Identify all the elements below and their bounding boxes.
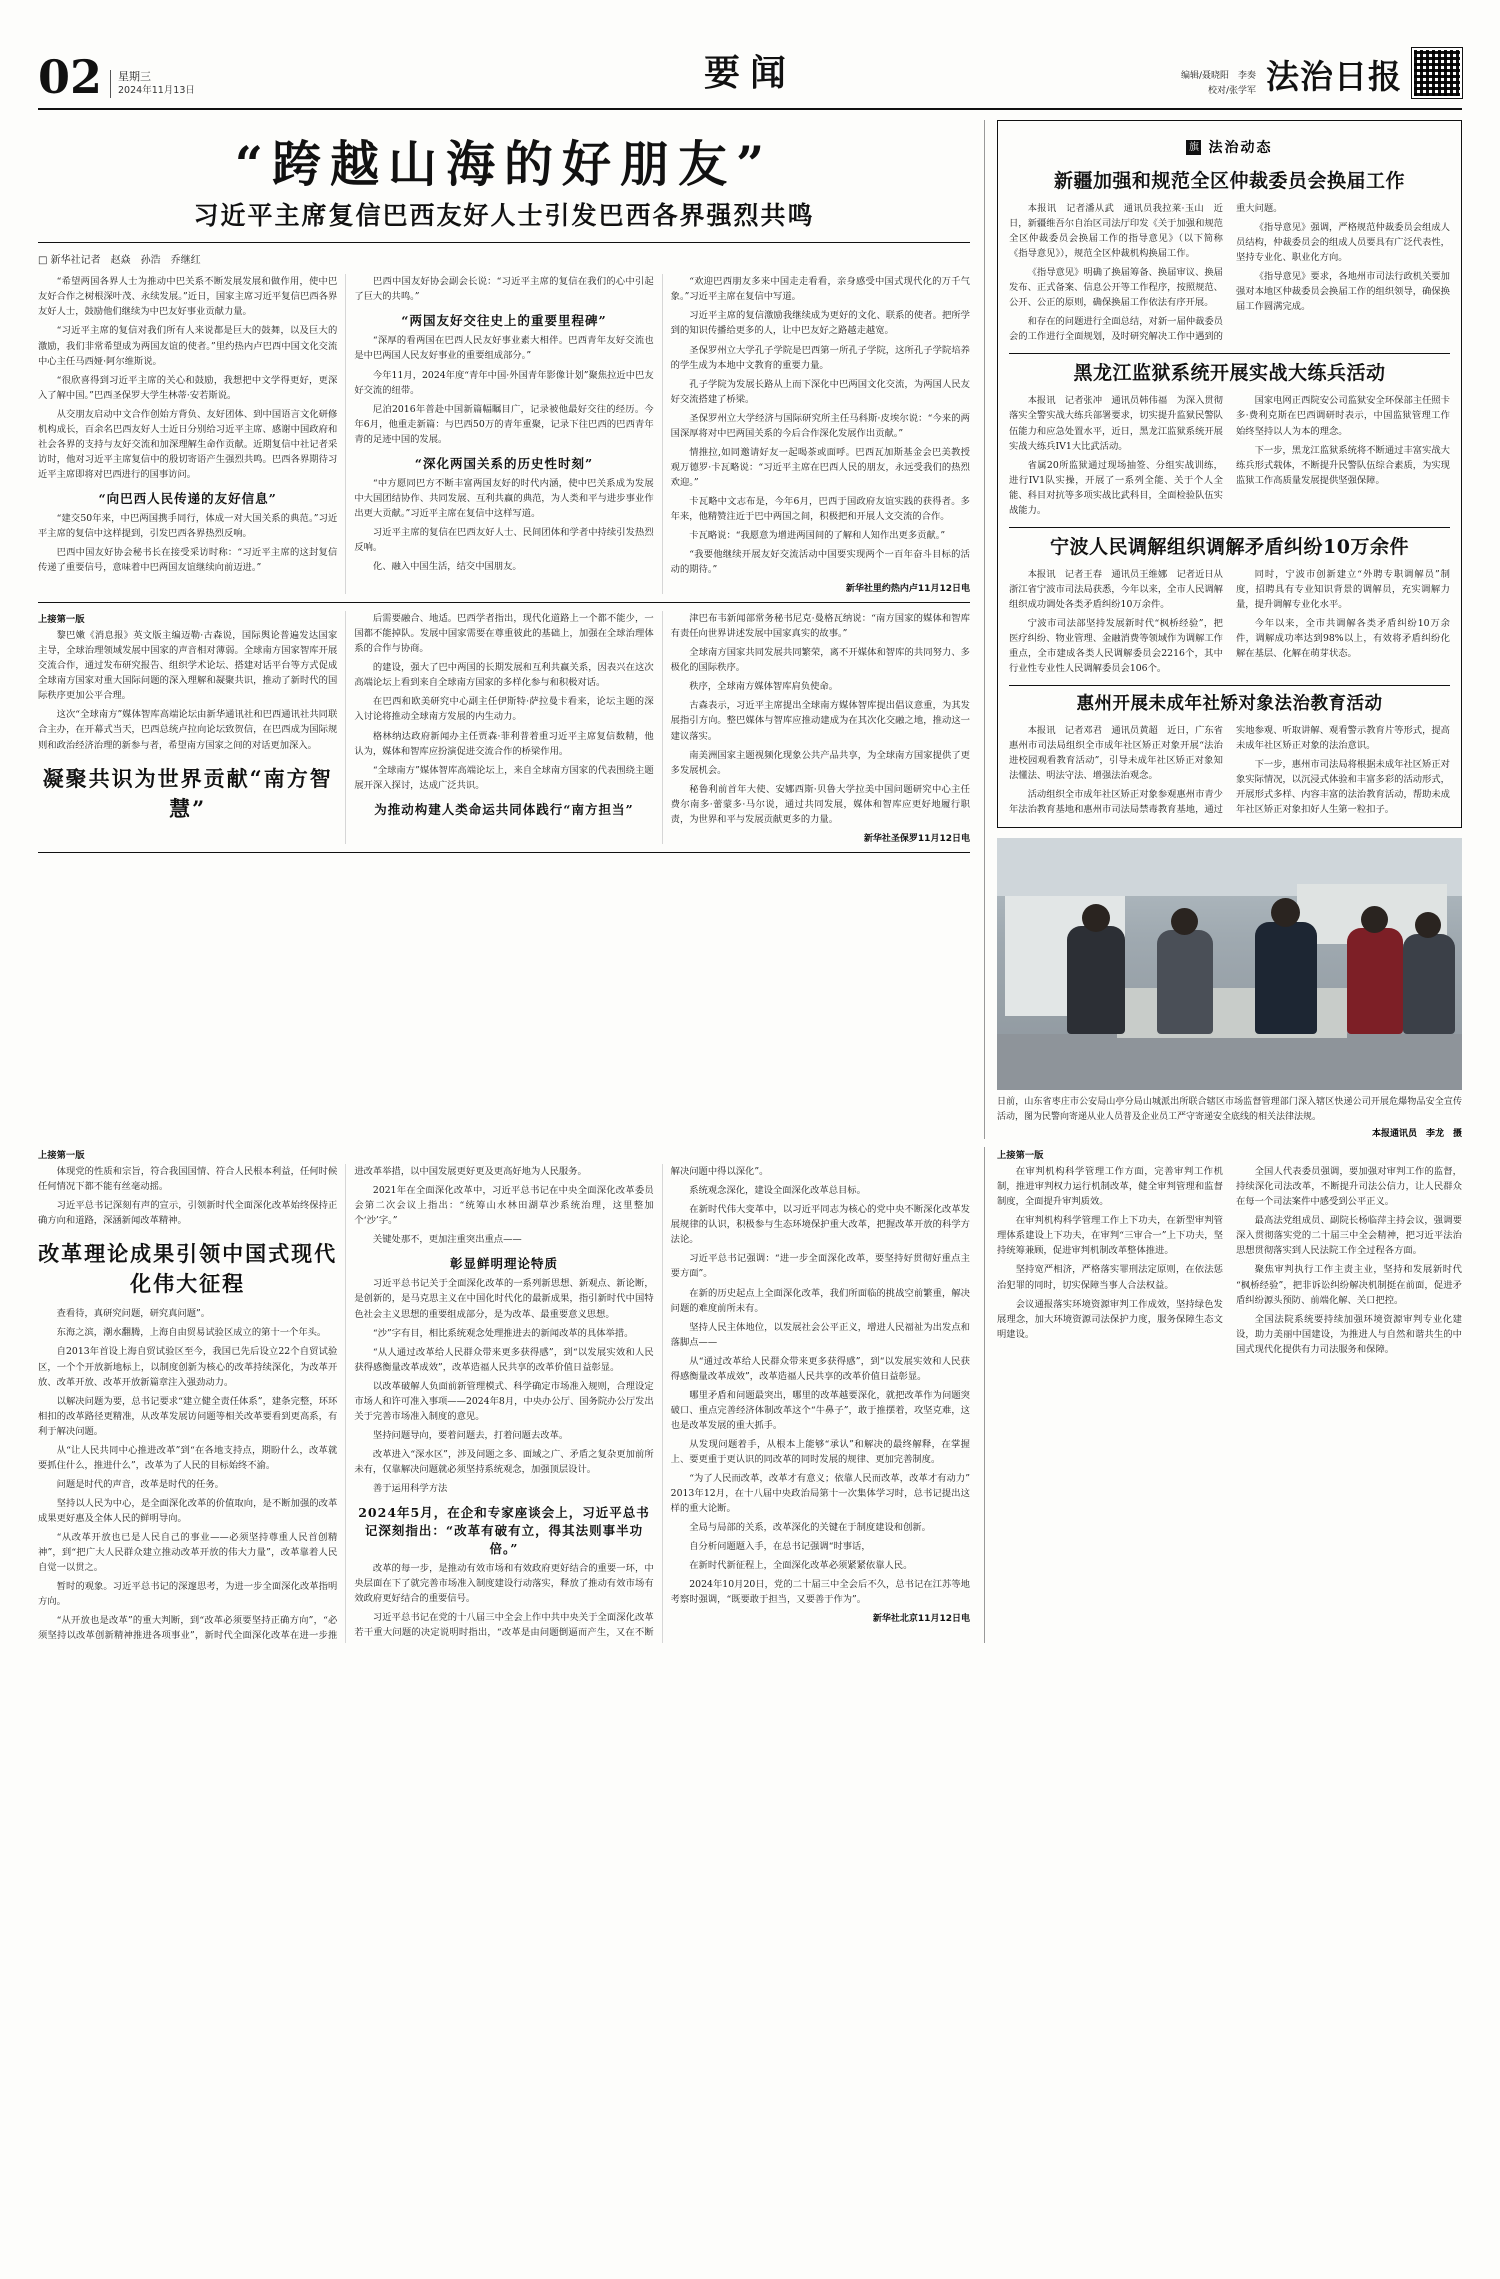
paragraph: “建交50年来，中巴两国携手同行，体成一对大国关系的典范。”习近平主席的复信中这样提到，引发巴西各界热烈反响。 bbox=[38, 512, 338, 539]
paragraph: 坚持问题导向，要着问题去，打着问题去改革。 bbox=[372, 1429, 569, 1441]
paragraph: 在新的历史起点上全面深化改革，我们所面临的挑战空前繁重，解决问题的难度前所未有。 bbox=[670, 1287, 970, 1314]
brief-title: 新疆加强和规范全区仲裁委员会换届工作 bbox=[1053, 170, 1405, 192]
divider bbox=[1009, 353, 1450, 354]
news-photo bbox=[997, 838, 1462, 1090]
paragraph: 《指导意见》强调，严格规范仲裁委员会组成人员结构，仲裁委员会的组成人员要具有广泛代表性，坚持专业化、职业化方向。 bbox=[1235, 222, 1450, 264]
paragraph: 从“通过改革给人民群众带来更多获得感”，到“以发展实效和人民获得感衡量改革成效”，改革造福人民共享的改革价值日益彰显。 bbox=[670, 1355, 970, 1382]
lead-body bbox=[38, 274, 970, 594]
masthead bbox=[38, 0, 1462, 110]
bottom-section bbox=[38, 1147, 1462, 1643]
paragraph: “沙”字有目，相比系统观念处理推进去的新闻改革的具体举措。 bbox=[372, 1327, 634, 1339]
paragraph: 问题是时代的声音，改革是时代的任务。 bbox=[56, 1478, 224, 1490]
lead-byline: □ 新华社记者 赵焱 孙浩 乔继红 bbox=[38, 255, 201, 267]
right-section-header bbox=[1009, 137, 1450, 157]
bottom-article-jump-label: 上接第一版 bbox=[38, 1150, 85, 1162]
brief-item bbox=[1009, 166, 1450, 344]
paragraph: 本报讯 记者邓君 通讯员黄超 近日，广东省惠州市司法局组织全市成年社区矫正对象开展“法治进校园观看教育活动”，引导未成年社区矫正对象知法懂法、明法守法、增强法治观念。 bbox=[1008, 725, 1223, 782]
paragraph: 习近平总书记关于全面深化改革的一系列新思想、新观点、新论断，是创新的，是马克思主义在中国化时代化的最新成果，指引新时代中国特色社会主义思想的重要组成部分，是为改革、最重要意义思想。 bbox=[354, 1278, 654, 1320]
paragraph: 从发现问题着手，从根本上能够“承认”和解决的最终解释，在掌握上、要更重于更认识的同改革的同时发展的规律、更加完善制度。 bbox=[670, 1438, 970, 1465]
masthead-right bbox=[1181, 48, 1462, 98]
photo-floor bbox=[997, 1034, 1462, 1090]
paragraph: 坚持以人民为中心，是全面深化改革的价值取向，是不断加强的改革成果更好惠及全体人民的鲜明导向。 bbox=[38, 1497, 338, 1524]
flag-icon: 旗 bbox=[1186, 140, 1201, 155]
photo-person-4 bbox=[1403, 934, 1455, 1034]
paragraph: 今年11月，2024年度“青年中国·外国青年影像计划”聚焦拉近中巴友好交流的纽带。 bbox=[354, 369, 654, 396]
brief-title: 宁波人民调解组织调解矛盾纠纷10万余件 bbox=[1050, 535, 1409, 558]
lead-subheading-2: “两国友好交往史上的重要里程碑” bbox=[401, 313, 607, 329]
paragraph: 孔子学院为发展长路从上而下深化中巴两国文化交流，为两国人民友好交流搭建了桥梁。 bbox=[670, 378, 970, 405]
paragraph: 全国法院系统要持续加强环境资源审判专业化建设，助力美丽中国建设，为推进人与自然和谐共生的中国式现代化提供有力司法服务和保障。 bbox=[1235, 1313, 1462, 1355]
paragraph: 以改革破解人负面前新管理模式、科学确定市场准入规则，合理设定市场人和许可准入事项——2024年8月，中央办公厅、国务院办公厅发出关于完善市场准入制度的意见。 bbox=[354, 1380, 654, 1422]
paragraph: 在巴西和欧美研究中心副主任伊斯特·萨拉曼卡看来，论坛主题的深入讨论将推动全球南方发展的内生动力。 bbox=[354, 696, 654, 723]
paragraph: “从开放也是改革”的重大判断，到“改革必须要坚持正确方向”，“必须坚持以改革创新精神推进各项事业”，新时代全面深化改革在进一步推进改革举措，以中国发展更好更及更高好地为人民服务。 bbox=[38, 1166, 587, 1642]
lead-subheadline: 习近平主席复信巴西友好人士引发巴西各界强烈共鸣 bbox=[193, 201, 815, 231]
brief-item bbox=[1009, 690, 1450, 819]
paragraph: 最高法党组成员、副院长杨临萍主持会议，强调要深入贯彻落实党的二十届三中全会精神，把习近平法治思想贯彻落实到人民法院工作全过程各方面。 bbox=[1235, 1215, 1462, 1257]
masthead-left bbox=[38, 49, 195, 104]
paragraph: 古森表示，习近平主席提出全球南方媒体智库提出倡议意重，为其发展指引方向。整巴媒体与智库应推动建成为在其次化交融之地，推动这一建议落实。 bbox=[670, 700, 970, 742]
paragraph: “习近平主席的复信对我们所有人来说都是巨大的鼓舞，以及巨大的激励，我们非常希望成为两国友谊的使者。”里约热内卢巴西中国文化交流中心主任马西娅·阿尔维斯说。 bbox=[38, 325, 338, 367]
bottom-left-article bbox=[38, 1147, 970, 1643]
paragraph: 习近平总书记在党的十八届三中全会上作中共中央关于全面深化改革若干重大问题的决定说明时指出，“改革是由问题倒逼而产生，又在不断解决问题中得以深化”。 bbox=[354, 1166, 769, 1639]
paragraph: 聚焦审判执行工作主责主业，坚持和发展新时代“枫桥经验”，把非诉讼纠纷解决机制挺在前面，促进矛盾纠纷源头预防、前端化解、关口把控。 bbox=[1235, 1264, 1462, 1306]
paragraph: 在审判机构科学管理工作方面，完善审判工作机制，推进审判权力运行机制改革，健全审判管理和监督制度，全面提升审判质效。 bbox=[996, 1166, 1223, 1208]
editor-line: 编辑/聂晓阳 李奏 bbox=[1180, 71, 1256, 82]
photo-person-1 bbox=[1067, 926, 1125, 1034]
brief-item bbox=[1009, 532, 1450, 676]
paragraph: 暂时的观象。习近平总书记的深邃思考，为进一步全面深化改革指明方向。 bbox=[38, 1581, 338, 1608]
paragraph: 在审判机构科学管理工作上下功夫，在新型审判管理体系建设上下功夫，在审判“三审合一”上下功夫，坚持统筹兼顾，促进审判机制改革整体推进。 bbox=[996, 1215, 1223, 1257]
paragraph: 这次“全球南方”媒体智库高端论坛由新华通讯社和巴西通讯社共同联合主办，在开幕式当天，巴西总统卢拉向论坛致贺信，在巴西成为国际规则和政治经济治理的新参与者，希望南方国家之间的对话更加深入。 bbox=[38, 709, 338, 751]
brief-title: 黑龙江监狱系统开展实战大练兵活动 bbox=[1073, 362, 1386, 385]
paragraph: 秘鲁利前首年大使、安娜西斯·贝鲁大学拉美中国问题研究中心主任费尔南多·蕾蒙多·马尔说，通过共同发展，媒体和智库应更好地履行职责，为世界和平与发展贡献更多的力量。 bbox=[670, 783, 970, 825]
mid-article-title: 凝聚共识为世界贡献“南方智慧” bbox=[42, 765, 333, 821]
paragraph: 《指导意见》要求，各地州市司法行政机关要加强对本地区仲裁委员会换届工作的组织领导，确保换届工作圆满完成。 bbox=[1235, 271, 1450, 313]
paragraph: 关键处那不，更加注重突出重点—— bbox=[372, 1234, 522, 1246]
paragraph: 习近平主席的复信在巴西友好人士、民间团体和学者中持续引发热烈反响。 bbox=[354, 526, 654, 553]
divider bbox=[38, 852, 970, 853]
mid-article-jump-label: 上接第一版 bbox=[38, 614, 85, 626]
paragraph: “中方愿同巴方不断丰富两国友好的时代内涵，使中巴关系成为发展中大国团结协作、共同发展、互利共赢的典范，为人类和平与进步事业作出更大贡献。”习近平主席在复信中这样写道。 bbox=[354, 477, 654, 519]
paragraph: 今年以来，全市共调解各类矛盾纠纷10万余件，调解成功率达到98%以上，有效将矛盾纠纷化解在基层、化解在萌芽状态。 bbox=[1235, 617, 1450, 660]
lead-subheading-3: “深化两国关系的历史性时刻” bbox=[414, 455, 594, 471]
qr-code-icon[interactable] bbox=[1412, 48, 1462, 98]
paragraph: 圣保罗州立大学经济与国际研究所主任马科斯·皮埃尔说：“今来的两国深厚将对中巴两国关系的今后合作深化发展作出贡献。” bbox=[670, 412, 970, 439]
paragraph: 宁波市司法部坚持发展新时代“枫桥经验”，把医疗纠纷、物业管理、金融消费等领域作为调解工作重点，全市建成各类人民调解委员会2216个，其中行业性专业性人民调解委员会106个。 bbox=[1008, 617, 1223, 675]
masthead-credits bbox=[1181, 69, 1256, 98]
paragraph: 系统观念深化，建设全面深化改革总目标。 bbox=[689, 1185, 866, 1197]
paragraph: 格林纳达政府新闻办主任贾森·菲利普着重习近平主席复信数精，他认为，媒体和智库应扮演促进交流合作的桥梁作用。 bbox=[354, 730, 654, 757]
paragraph: 改革的每一步，是推动有效市场和有效政府更好结合的重要一环，中央层面在下了就完善市场准入制度建设行动落实，释放了推动有效市场有效政府更好结合的重要信号。 bbox=[354, 1563, 654, 1605]
proof-line: 校对/张学军 bbox=[1207, 85, 1256, 96]
paragraph: 习近平总书记深刻有声的宣示，引领新时代全面深化改革始终保持正确方向和道路，深涵新闻改革精神。 bbox=[38, 1200, 338, 1227]
divider bbox=[38, 602, 970, 603]
paragraph: 活动组织全市成年社区矫正对象参观惠州市青少年法治教育基地和惠州市司法局禁毒教育基地，通过实地参观、听取讲解、观看警示教育片等形式，提高未成年社区矫正对象的法治意识。 bbox=[1008, 725, 1450, 816]
paragraph: 本报讯 记者王春 通讯员王维娜 记者近日从浙江省宁波市司法局获悉，今年以来，全市人民调解组织成功调处各类矛盾纠纷10万余件。 bbox=[1008, 568, 1223, 610]
divider bbox=[38, 242, 970, 243]
paragraph: 自分析问题题入手，在总书记强调“时事话， bbox=[689, 1541, 871, 1553]
paragraph: 的建设，强大了巴中两国的长期发展和互利共赢关系，因表兴在这次高端论坛上看到来自全球南方国家的多样化参与和积极对话。 bbox=[354, 662, 654, 689]
paragraph: “欢迎巴西朋友多来中国走走看看，亲身感受中国式现代化的万千气象。”习近平主席在复信中写道。 bbox=[670, 276, 970, 303]
photo-credit: 本报通讯员 李龙 摄 bbox=[1371, 1129, 1462, 1140]
paragraph: “全球南方”媒体智库高端论坛上，来自全球南方国家的代表围绕主题展开深入探讨，达成广泛共识。 bbox=[354, 764, 654, 791]
paragraph: 尼泊2016年普赴中国新篇幅瞩目广，记录被他最好交往的经历。今年6月，他重走新篇：与巴西50万的青年重聚，记录下往巴西的巴西青年青的足迹中国的发展。 bbox=[354, 403, 654, 445]
bottom-article-title: 改革理论成果引领中国式现代化伟大征程 bbox=[38, 1241, 338, 1297]
paragraph: 秩序，全球南方媒体智库肩负使命。 bbox=[689, 681, 839, 693]
paragraph: 2021年在全面深化改革中，习近平总书记在中央全面深化改革委员会第二次会议上指出：“统筹山水林田湖草沙系统治理，这里整加个‘沙’字。” bbox=[354, 1185, 654, 1227]
right-section-label: 法治动态 bbox=[1208, 140, 1273, 156]
paragraph: 津巴布韦新闻部常务秘书尼克·曼格瓦纳说：“南方国家的媒体和智库有责任向世界讲述发展中国家真实的故事。” bbox=[670, 613, 970, 640]
paragraph: 情推拉,如同邀请好友一起喝茶或面呼。巴西瓦加斯基金会巴美教授观万德罗·卡瓦略说：“习近平主席在巴西人民的朋友，永远受我们的热烈欢迎。” bbox=[670, 446, 970, 488]
mid-article bbox=[38, 611, 970, 844]
paragraph: 从“让人民共同中心推进改革”到“在各地支持点，期盼什么，改革就要抓住什么，推进什么”，改革为了人民的目标始终不渝。 bbox=[38, 1444, 338, 1471]
paragraph: “我要他继续开展友好交流活动中国要实现两个一百年奋斗目标的活动的期待。” bbox=[670, 549, 970, 576]
paragraph: 黎巴嫩《消息报》英文版主编迈勒·古森说，国际舆论普遍发达国家主导，全球治理领域发展中国家的声音相对薄弱。全球南方国家智库开展交流合作，通过发布研究报告、组织学术论坛、搭建对话平台等方式促成全球南方国家对重大国际问题的深入理解和凝聚共识，推动了新时代的国际秩序更加公平合理。 bbox=[38, 630, 338, 702]
paragraph: 《指导意见》明确了换届筹备、换届审议、换届发布、正式备案、信息公开等工作程序，按照规范、公开、公正的原则，确保换届工作依法有序开展。 bbox=[1008, 267, 1223, 309]
paragraph: 下一步，惠州市司法局将根据未成年社区矫正对象实际情况，以沉浸式体验和丰富多彩的活动形式，开展形式多样、内容丰富的法治教育活动，帮助未成年社区矫正对象扣好人生第一粒扣子。 bbox=[1235, 759, 1450, 816]
brief-title: 惠州开展未成年社矫对象法治教育活动 bbox=[1076, 694, 1383, 715]
right-column bbox=[984, 120, 1462, 1139]
paragraph: 以解决问题为要，总书记要求“建立健全责任体系”，建条完整，环环相扣的改革路径更精准，从改革发展访问题等相关改革要看到更高系，有利于解决问题。 bbox=[38, 1395, 338, 1437]
paragraph: 巴西中国友好协会秘书长在接受采访时称：“习近平主席的这封复信传递了重要信号，意味着中巴两国友谊继续向前迈进。” bbox=[38, 547, 338, 574]
paragraph: 改革进入“深水区”，涉及问题之多、面域之广、矛盾之复杂更加前所未有，仅靠解决问题就必须坚持系统观念，加强顶层设计。 bbox=[354, 1448, 654, 1475]
paragraph: 坚持人民主体地位，以发展社会公平正义，增进人民福祉为出发点和落脚点—— bbox=[670, 1321, 970, 1348]
paragraph: 会议通报落实环境资源审判工作成效，坚持绿色发展理念，加大环境资源司法保护力度，服务保障生态文明建设。 bbox=[996, 1298, 1223, 1340]
paragraph: 善于运用科学方法 bbox=[372, 1482, 448, 1494]
section-title bbox=[704, 45, 796, 96]
paragraph: 同时，宁波市创新建立“外聘专职调解员”制度，招聘具有专业知识背景的调解员，充实调解力量，提升调解专业化水平。 bbox=[1235, 568, 1450, 610]
paragraph: 卡瓦略说：“我愿意为增进两国间的了解和人知作出更多贡献。” bbox=[689, 530, 946, 542]
paragraph: “深厚的看两国在巴西人民友好事业素大相伴。巴西青年友好交流也是中巴两国人民友好事业的重要组成部分。” bbox=[354, 335, 654, 362]
paragraph: 东海之滨，潮水翻腾，上海自由贸易试验区成立的第十一个年头。 bbox=[56, 1327, 327, 1339]
paper-logo: 法治日报 bbox=[1266, 57, 1402, 96]
paragraph: 国家电网正西院安公司监狱安全环保部主任照卡多·费利克斯在巴西调研时表示，中国监狱管理工作始终坚持以人为本的理念。 bbox=[1235, 395, 1450, 437]
paragraph: “为了人民而改革，改革才有意义；依靠人民而改革，改革才有动力”2013年12月，在十八届中央政治局第十一次集体学习时，总书记提出这样的重大论断。 bbox=[670, 1473, 970, 1515]
divider bbox=[1009, 685, 1450, 686]
paragraph: 省属20所监狱通过现场抽签、分组实战训练，进行IV1队实操，开展了一系列全能、关于个人全能、科目对抗等多项实战比武科目，全面检验队伍实战能力。 bbox=[1008, 459, 1223, 516]
paragraph: “很欣喜得到习近平主席的关心和鼓励，我想把中文学得更好，更深入了解中国。”巴西圣保罗大学生林蒂·安若斯说。 bbox=[38, 374, 338, 401]
date-label: 2024年11月13日 bbox=[118, 85, 195, 97]
paragraph: 全球南方国家共同发展共同繁荣，离不开媒体和智库的共同努力、多极化的国际秩序。 bbox=[670, 647, 970, 674]
paragraph: 圣保罗州立大学孔子学院是巴西第一所孔子学院，这所孔子学院培养的学生成为本地中文教育的重要力量。 bbox=[670, 344, 970, 371]
paragraph: 下一步，黑龙江监狱系统将不断通过丰富实战大练兵形式载体，不断提升民警队伍综合素质，为实现监狱工作高质量发展提供坚强保障。 bbox=[1235, 444, 1450, 486]
paragraph: “从改革开放也已是人民自己的事业——必须坚持尊重人民首创精神”，到“把广大人民群众建立推动改革开放的伟大力量”，改革靠着人民自觉一以贯之。 bbox=[38, 1531, 338, 1574]
paragraph: 查看待，真研究问题，研究真问题”。 bbox=[56, 1308, 211, 1320]
photo-person-3 bbox=[1347, 928, 1403, 1034]
paragraph: 从交朋友启动中文合作创始方背负、友好团体、到中国语言文化研修机构成长，百余名巴西友好人士近日分别给习近平主席、感谢中国政府和社会各界的支持与友好交流和加深理解生命作贡献。近期复信中社记者采访时，他对习近平主席复信中的殷切寄语产生强烈共鸣。巴西各界期待习近平主席即将对巴西进行的国事访问。 bbox=[38, 408, 338, 480]
paragraph: 全局与局部的关系，改革深化的关键在于制度建设和创新。 bbox=[689, 1522, 931, 1534]
lead-subheading-1: “向巴西人民传递的友好信息” bbox=[98, 490, 277, 506]
paragraph: 卡瓦略中文志布是，今年6月，巴西于国政府友谊实践的获得者。多年来，他精赞注近于巴中两国之间，积极把和开展人文交流的合作。 bbox=[670, 495, 970, 522]
paragraph: 在新时代新征程上，全面深化改革必须紧紧依靠人民。 bbox=[689, 1560, 913, 1572]
mid-article-dateline: 新华社圣保罗11月12日电 bbox=[863, 833, 970, 844]
paragraph: 哪里矛盾和问题最突出，哪里的改革越要深化，就把改革作为问题突破口、重点完善经济体制改革这个“牛鼻子”，敢于推摆着，攻坚克难，这也是改革发展的重大抓手。 bbox=[670, 1389, 970, 1431]
paragraph: 和存在的问题进行全面总结，对新一届仲裁委员会的工作进行全面规划，及时研究解决工作中遇到的重大问题。 bbox=[1008, 203, 1283, 343]
paragraph: 巴西中国友好协会副会长说：“习近平主席的复信在我们的心中引起了巨大的共鸣。” bbox=[354, 276, 654, 303]
left-column bbox=[38, 120, 970, 1139]
weekday-label: 星期三 bbox=[118, 70, 152, 84]
photo-caption: 日前，山东省枣庄市公安局山亭分局山城派出所联合辖区市场监督管理部门深入辖区快递公司开展危爆物品安全宣传活动，图为民警向寄递从业人员普及企业员工严守寄递安全底线的相关法律法规。 bbox=[996, 1097, 1462, 1122]
bottom-right-article bbox=[984, 1147, 1462, 1643]
section-title-text: 要闻 bbox=[703, 52, 797, 94]
paragraph: 全国人代表委员强调，要加强对审判工作的监督，持续深化司法改革，不断提升司法公信力，让人民群众在每一个司法案件中感受到公平正义。 bbox=[1235, 1166, 1462, 1208]
paragraph: 本报讯 记者潘从武 通讯员我拉莱·玉山 近日，新疆维吾尔自治区司法厅印发《关于加强和规范全区仲裁委员会换届工作的指导意见》（以下简称《指导意见》），规范全区仲裁机构换届工作。 bbox=[1008, 203, 1223, 260]
paragraph: 本报讯 记者张冲 通讯员韩伟福 为深入贯彻落实全警实战大练兵部署要求，切实提升监狱民警队伍能力和应急处置水平，近日，黑龙江监狱系统开展实战大练兵IV1大比武活动。 bbox=[1008, 395, 1223, 452]
page-number: 02 bbox=[38, 49, 103, 104]
paragraph: 习近平总书记强调：“进一步全面深化改革，要坚持好贯彻好重点主要方面”。 bbox=[670, 1253, 970, 1280]
paragraph: 化、融入中国生活，结交中国朋友。 bbox=[372, 561, 522, 572]
page-body bbox=[38, 110, 1462, 1139]
bottom-article-dateline: 新华社北京11月12日电 bbox=[872, 1614, 970, 1625]
lead-headline: “跨越山海的好朋友” bbox=[234, 135, 774, 193]
paragraph: 坚持宽严相济，严格落实罪刑法定原则，在依法惩治犯罪的同时，切实保障当事人合法权益。 bbox=[996, 1264, 1223, 1291]
paragraph: 体现党的性质和宗旨，符合我国国情、符合人民根本利益，任何时候任何情况下都不能有丝毫动摇。 bbox=[38, 1166, 338, 1193]
divider bbox=[1009, 527, 1450, 528]
paragraph: 习近平主席的复信激励我继续成为更好的文化、联系的使者。把所学到的知识传播给更多的人，让中巴友好之路越走越宽。 bbox=[670, 310, 970, 337]
masthead-dateblock bbox=[110, 70, 195, 98]
bottom-article-subheading-1: 彰显鲜明理论特质 bbox=[449, 1256, 558, 1272]
news-brief-box bbox=[997, 120, 1462, 828]
paragraph: 南美洲国家主题视频化现象公共产品共享，为全球南方国家提供了更多发展机会。 bbox=[670, 749, 970, 776]
brief-item bbox=[1009, 358, 1450, 517]
paragraph: 2024年10月20日，党的二十届三中全会后不久，总书记在江苏等地考察时强调，“既要敢于担当，又要善于作为”。 bbox=[670, 1579, 970, 1606]
bottom-article-subheading-2: 2024年5月，在企和专家座谈会上，习近平总书记深刻指出：“改革有破有立，得其法则事半功倍。” bbox=[358, 1505, 650, 1557]
photo-person-2 bbox=[1157, 930, 1213, 1034]
paragraph: 自2013年首设上海自贸试验区至今，我国已先后设立22个自贸试验区，一个个开放新地标上，以制度创新为核心的改革持续深化，为改革开放、改革开放、改革开放新篇章注入强劲动力。 bbox=[38, 1346, 338, 1388]
paragraph: 后需要融合、地适。巴西学者指出，现代化道路上一个都不能少，一国都不能掉队。发展中国家需要在尊重彼此的基础上，加强在全球治理体系的合作与协商。 bbox=[354, 613, 654, 655]
mid-article-subheading: 为推动构建人类命运共同体践行“南方担当” bbox=[374, 801, 634, 817]
paragraph: “从人通过改革给人民群众带来更多获得感”，到“以发展实效和人民获得感衡量改革成效”，改革造福人民共享的改革价值日益彰显。 bbox=[354, 1346, 654, 1373]
lead-dateline: 新华社里约热内卢11月12日电 bbox=[845, 584, 970, 595]
bottom-right-jump-label: 上接第一版 bbox=[996, 1150, 1044, 1162]
paragraph: “希望两国各界人士为推动中巴关系不断发展发展和做作用，使中巴友好合作之树根深叶茂、永续发展。”近日，国家主席习近平复信巴西各界友好人士，鼓励他们继续为中巴友好事业贡献力量。 bbox=[38, 276, 338, 318]
photo-person-police bbox=[1255, 922, 1317, 1034]
paragraph: 在新时代伟大变革中，以习近平同志为核心的党中央不断深化改革发展规律的认识，积极参与生态环境保护重大改革，把握改革开放的科学方法论。 bbox=[670, 1204, 970, 1246]
